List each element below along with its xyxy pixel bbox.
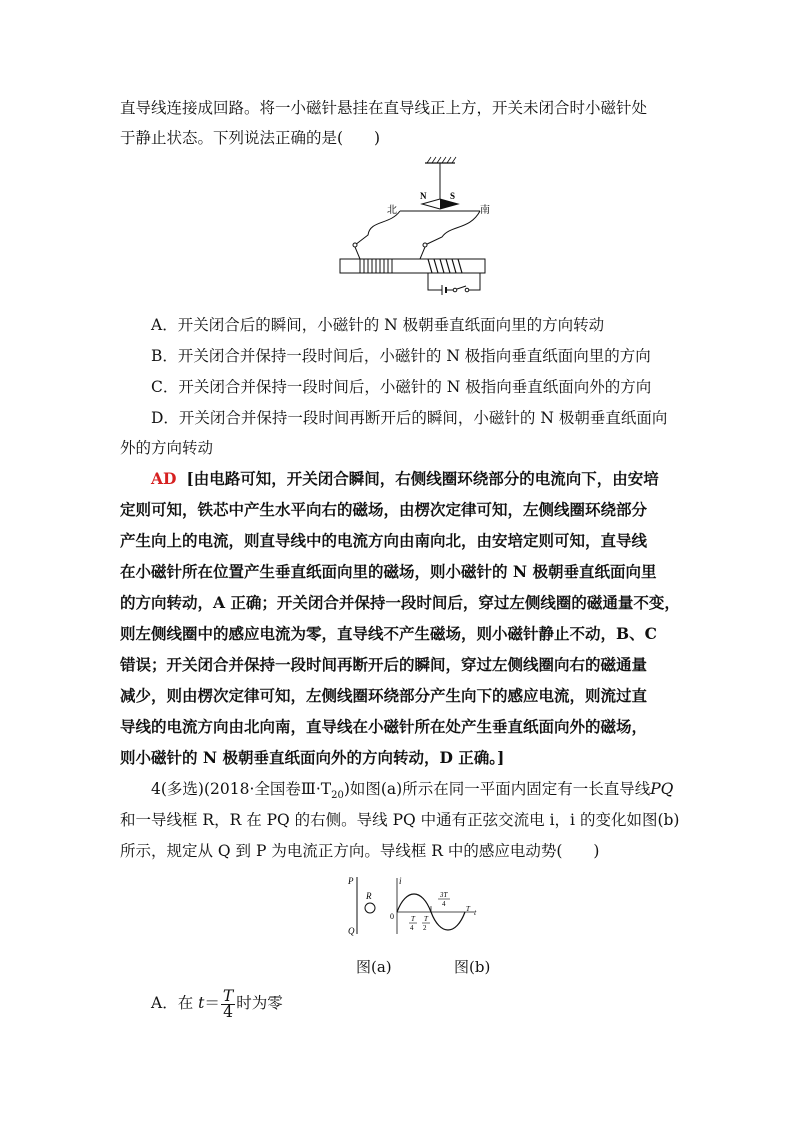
magnet-n-label: N [420,191,427,201]
q3-option-d-cont: 外的方向转动 [120,439,214,457]
q3-explanation-line-7: 错误；开关闭合并保持一段时间再断开后的瞬间，穿过左侧线圈向右的磁通量 [120,655,648,674]
svg-text:3T: 3T [440,891,448,899]
q3-explanation-line-10: 则小磁针的 N 极朝垂直纸面向外的方向转动，D 正确。] [120,748,505,767]
svg-text:t: t [474,908,477,917]
svg-text:T: T [424,915,428,923]
svg-text:T: T [411,915,415,923]
q3-intro-line-1: 直导线连接成回路。将一小磁针悬挂在直导线正上方，开关未闭合时小磁针处 [120,99,648,117]
q4-stem-line-1: 4(多选)(2018·全国卷$Ⅲ\cdot T_{20}$)如图(a)所示在同一平面内固定有一长直导线PQ [151,780,674,802]
svg-text:Q: Q [348,926,355,936]
answer-label: AD [151,469,177,488]
q4-figures [340,872,490,942]
svg-text:4: 4 [442,900,446,908]
loop-r-icon [365,903,375,913]
figure-a [347,876,375,936]
magnet-s-label: S [450,191,456,201]
q4-stem-line-2: 和一导线框 R，R 在 PQ 的右侧。导线 PQ 中通有正弦交流电 i，i 的变化如图(b) [120,811,680,829]
svg-text:R: R [366,891,372,901]
svg-text:0: 0 [390,912,394,921]
caption-b: 图(b) [454,958,491,976]
q3-explanation-line-2: 定则可知，铁芯中产生水平向右的磁场，由楞次定律可知，左侧线圈环绕部分 [120,500,648,519]
q3-explanation-line-3: 产生向上的电流，则直导线中的电流方向由南向北，由安培定则可知，直导线 [120,531,648,550]
q3-option-d: D．开关闭合并保持一段时间再断开后的瞬间，小磁针的 N 极朝垂直纸面向 [151,409,668,427]
q3-explanation-line-8: 减少，则由楞次定律可知，左侧线圈环绕部分产生向下的感应电流，则流过直 [120,686,648,705]
q3-explanation-line-4: 在小磁针所在位置产生垂直纸面向里的磁场，则小磁针的 N 极朝垂直纸面向里 [120,562,657,581]
svg-text:P: P [348,876,354,886]
q3-explanation-line-9: 导线的电流方向由北向南，直导线在小磁针所在处产生垂直纸面向外的磁场， [120,717,648,736]
svg-text:2: 2 [423,924,427,932]
q3-explanation-line-1: AD [由电路可知，开关闭合瞬间，右侧线圈环绕部分的电流向下，由安培 [151,469,659,488]
q3-circuit-figure [330,155,500,300]
svg-text:4: 4 [410,924,414,932]
q3-explanation-line-5: 的方向转动，A 正确；开关闭合并保持一段时间后，穿过左侧线圈的磁通量不变， [120,593,680,612]
north-label: 北 [387,205,397,216]
figure-b [390,876,477,934]
caption-a: 图(a) [356,958,392,976]
q4-stem-line-3: 所示，规定从 Q 到 P 为电流正方向。导线框 R 中的感应电动势( ) [120,842,600,860]
q3-explanation-line-6: 则左侧线圈中的感应电流为零，直导线不产生磁场，则小磁针静止不动，B、C [120,624,657,643]
svg-text:i: i [399,876,402,886]
q3-option-a: A．开关闭合后的瞬间，小磁针的 N 极朝垂直纸面向里的方向转动 [151,316,605,334]
svg-text:T: T [466,905,470,913]
q3-option-b: B．开关闭合并保持一段时间后，小磁针的 N 极指向垂直纸面向里的方向 [151,347,651,365]
fraction-t-over-4: $\frac{T}{4}$ [222,986,234,1021]
q3-option-c: C．开关闭合并保持一段时间后，小磁针的 N 极指向垂直纸面向外的方向 [151,378,652,396]
south-label: 南 [480,205,490,216]
q4-option-a: A．在 t＝ $\frac{T}{4}$ 时为零 [151,986,283,1021]
q3-intro-line-2: 于静止状态。下列说法正确的是( ) [120,129,381,147]
